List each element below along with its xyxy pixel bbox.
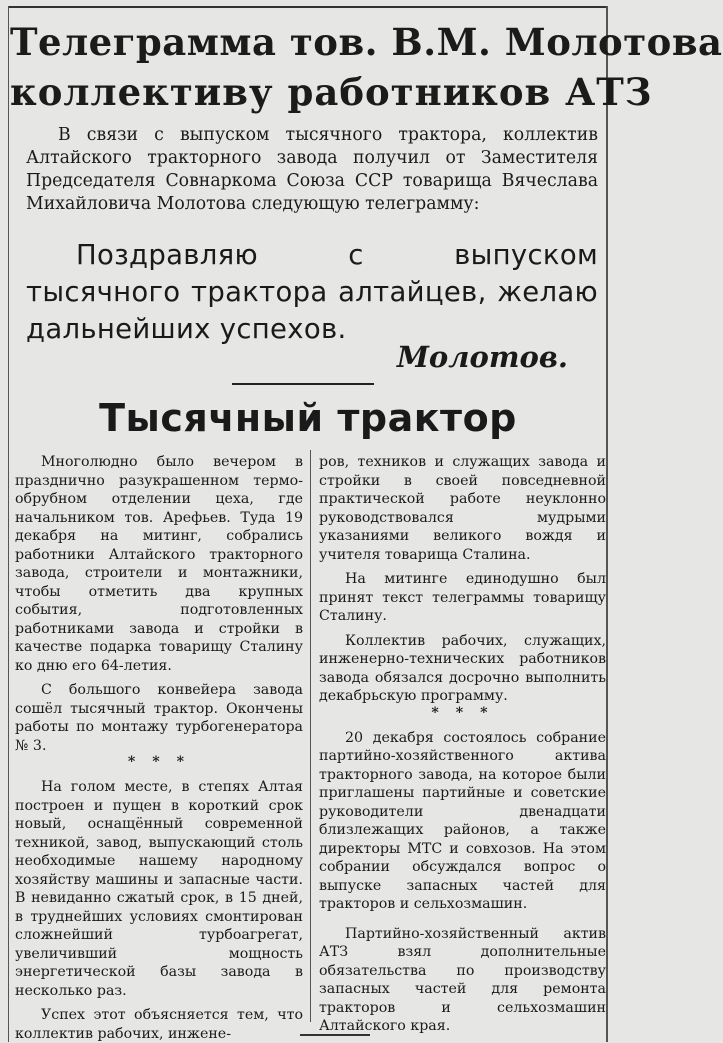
headline-line-2: коллективу работников АТЗ <box>10 70 653 114</box>
section-separator-stars: * * * <box>127 754 191 770</box>
column-divider <box>310 450 311 1022</box>
article-paragraph: На митинге единодушно был принят текст телеграммы товарищу Сталину. <box>319 571 606 624</box>
article-paragraph: На голом месте, в степях Алтая построен и пущен в короткий срок новый, оснащённый современной техникой, завод, выпускающий столь необходимые нашему народному хозяйству машины и запасные части. В невиданно сжатый срок, в 15 дней, в труднейших условиях смонтирован сложнейший турбоагрегат, увеличивший мощность энергетической базы завода в несколько раз. <box>15 779 303 999</box>
telegram-text: Поздравляю с выпуском тысячного трактора алтайцев, желаю дальнейших успехов. <box>26 239 598 345</box>
article-paragraph: Коллектив рабочих, служащих, инженерно-технических работников завода обязался досрочно выполнить декабрьскую программу. <box>319 632 606 704</box>
section-divider <box>232 383 374 385</box>
intro-paragraph: В связи с выпуском тысячного трактора, коллектив Алтайского тракторного завода получил от Заместителя Председателя Совнаркома Союза ССР товарища Вячеслава Михайловича Молотова следующую телеграмму: <box>26 125 598 214</box>
article-paragraph: Многолюдно было вечером в празднично разукрашенном термо-обрубном отделении цеха, где начальником тов. Арефьев. Туда 19 декабря на митинг, собрались работники Алтайского тракторного завода, строители и монтажники, чтобы отметить два крупных события, подготовленных работниками завода и стройки в качестве подарка товарищу Сталину ко дню его 64-летия. <box>15 454 303 674</box>
article-column-2 <box>319 453 606 1036</box>
article-column-1 <box>15 453 303 1043</box>
headline-line-1: Телеграмма тов. В.М. Молотова <box>10 20 723 64</box>
top-border-rule <box>8 6 606 8</box>
article-paragraph: Успех этот объясняется тем, что коллектив рабочих, инжене- <box>15 1007 303 1042</box>
section-separator-stars: * * * <box>431 704 494 721</box>
right-border-rule <box>606 6 608 1042</box>
left-border-rule <box>8 6 9 1042</box>
telegram-signature: Молотов. <box>396 340 568 374</box>
article-paragraph: ров, техников и служащих завода и стройки в своей повседневной практической работе неуклонно руководствовался мудрыми указаниями великого вождя и учителя товарища Сталина. <box>319 454 606 563</box>
article-paragraph: Партийно-хозяйственный актив АТЗ взял дополнительные обязательства по производству запасных частей для ремонта тракторов и сельхозмашин Алтайского края. <box>319 925 606 1034</box>
bottom-rule <box>300 1034 370 1036</box>
article-paragraph: 20 декабря состоялось собрание партийно-хозяйственного актива тракторного завода, на которое были приглашены партийные и советские руководители двенадцати близлежащих районов, а также директоры МТС и совхозов. На этом собрании обсуждался вопрос о выпуске запасных частей для тракторов и сельхозмашин. <box>319 729 606 912</box>
article-paragraph: С большого конвейера завода сошёл тысячный трактор. Окончены работы по монтажу турбогенератора № 3. <box>15 682 303 754</box>
article-title: Тысячный трактор <box>99 396 517 440</box>
